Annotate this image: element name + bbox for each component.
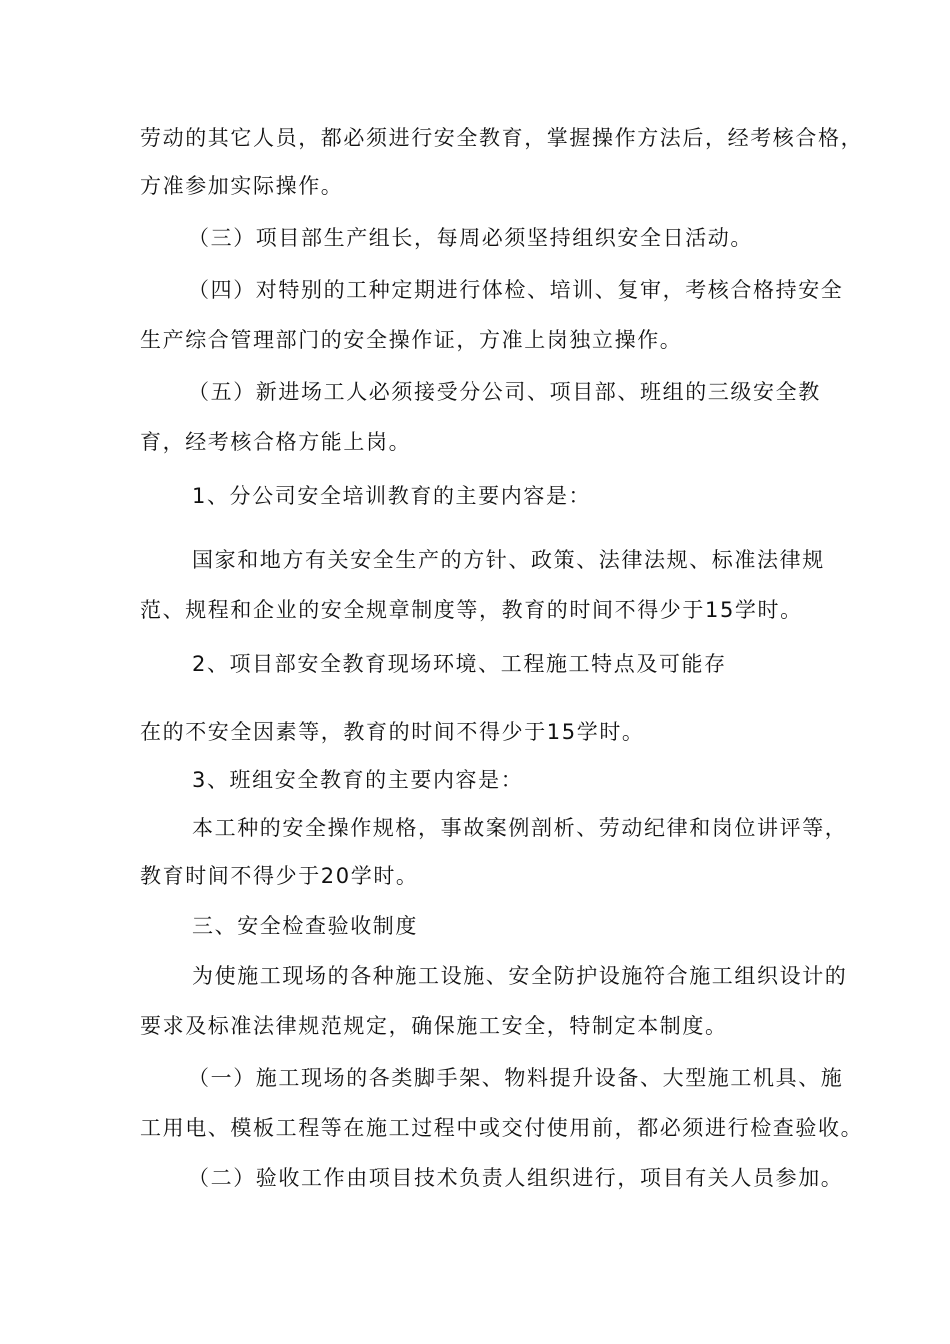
- text-line: 工用电、模板工程等在施工过程中或交付使用前，都必须进行检查验收。: [140, 1116, 864, 1140]
- text-line: 方准参加实际操作。: [140, 174, 344, 198]
- text-line: 在的不安全因素等，教育的时间不得少于15学时。: [140, 720, 645, 744]
- text-line: 三、安全检查验收制度: [192, 914, 418, 938]
- text-line: 范、规程和企业的安全规章制度等，教育的时间不得少于15学时。: [140, 598, 803, 622]
- text-line: 1、分公司安全培训教育的主要内容是：: [192, 484, 592, 508]
- text-line: 劳动的其它人员，都必须进行安全教育，掌握操作方法后，经考核合格，: [140, 126, 864, 150]
- text-line: 为使施工现场的各种施工设施、安全防护设施符合施工组织设计的: [192, 964, 848, 988]
- text-line: （四）对特别的工种定期进行体检、培训、复审，考核合格持安全: [188, 278, 844, 302]
- text-line: 3、班组安全教育的主要内容是：: [192, 768, 524, 792]
- text-line: 教育时间不得少于20学时。: [140, 864, 419, 888]
- text-line: 育，经考核合格方能上岗。: [140, 430, 412, 454]
- text-line: 本工种的安全操作规格，事故案例剖析、劳动纪律和岗位讲评等，: [192, 816, 848, 840]
- text-line: （三）项目部生产组长，每周必须坚持组织安全日活动。: [188, 226, 753, 250]
- text-line: （一）施工现场的各类脚手架、物料提升设备、大型施工机具、施: [188, 1066, 844, 1090]
- text-line: 2、项目部安全教育现场环境、工程施工特点及可能存: [192, 652, 727, 676]
- text-line: （五）新进场工人必须接受分公司、项目部、班组的三级安全教: [188, 380, 821, 404]
- text-line: （二）验收工作由项目技术负责人组织进行，项目有关人员参加。: [188, 1166, 844, 1190]
- text-line: 国家和地方有关安全生产的方针、政策、法律法规、标准法律规: [192, 548, 825, 572]
- text-line: 生产综合管理部门的安全操作证，方准上岗独立操作。: [140, 328, 683, 352]
- text-line: 要求及标准法律规范规定，确保施工安全，特制定本制度。: [140, 1014, 728, 1038]
